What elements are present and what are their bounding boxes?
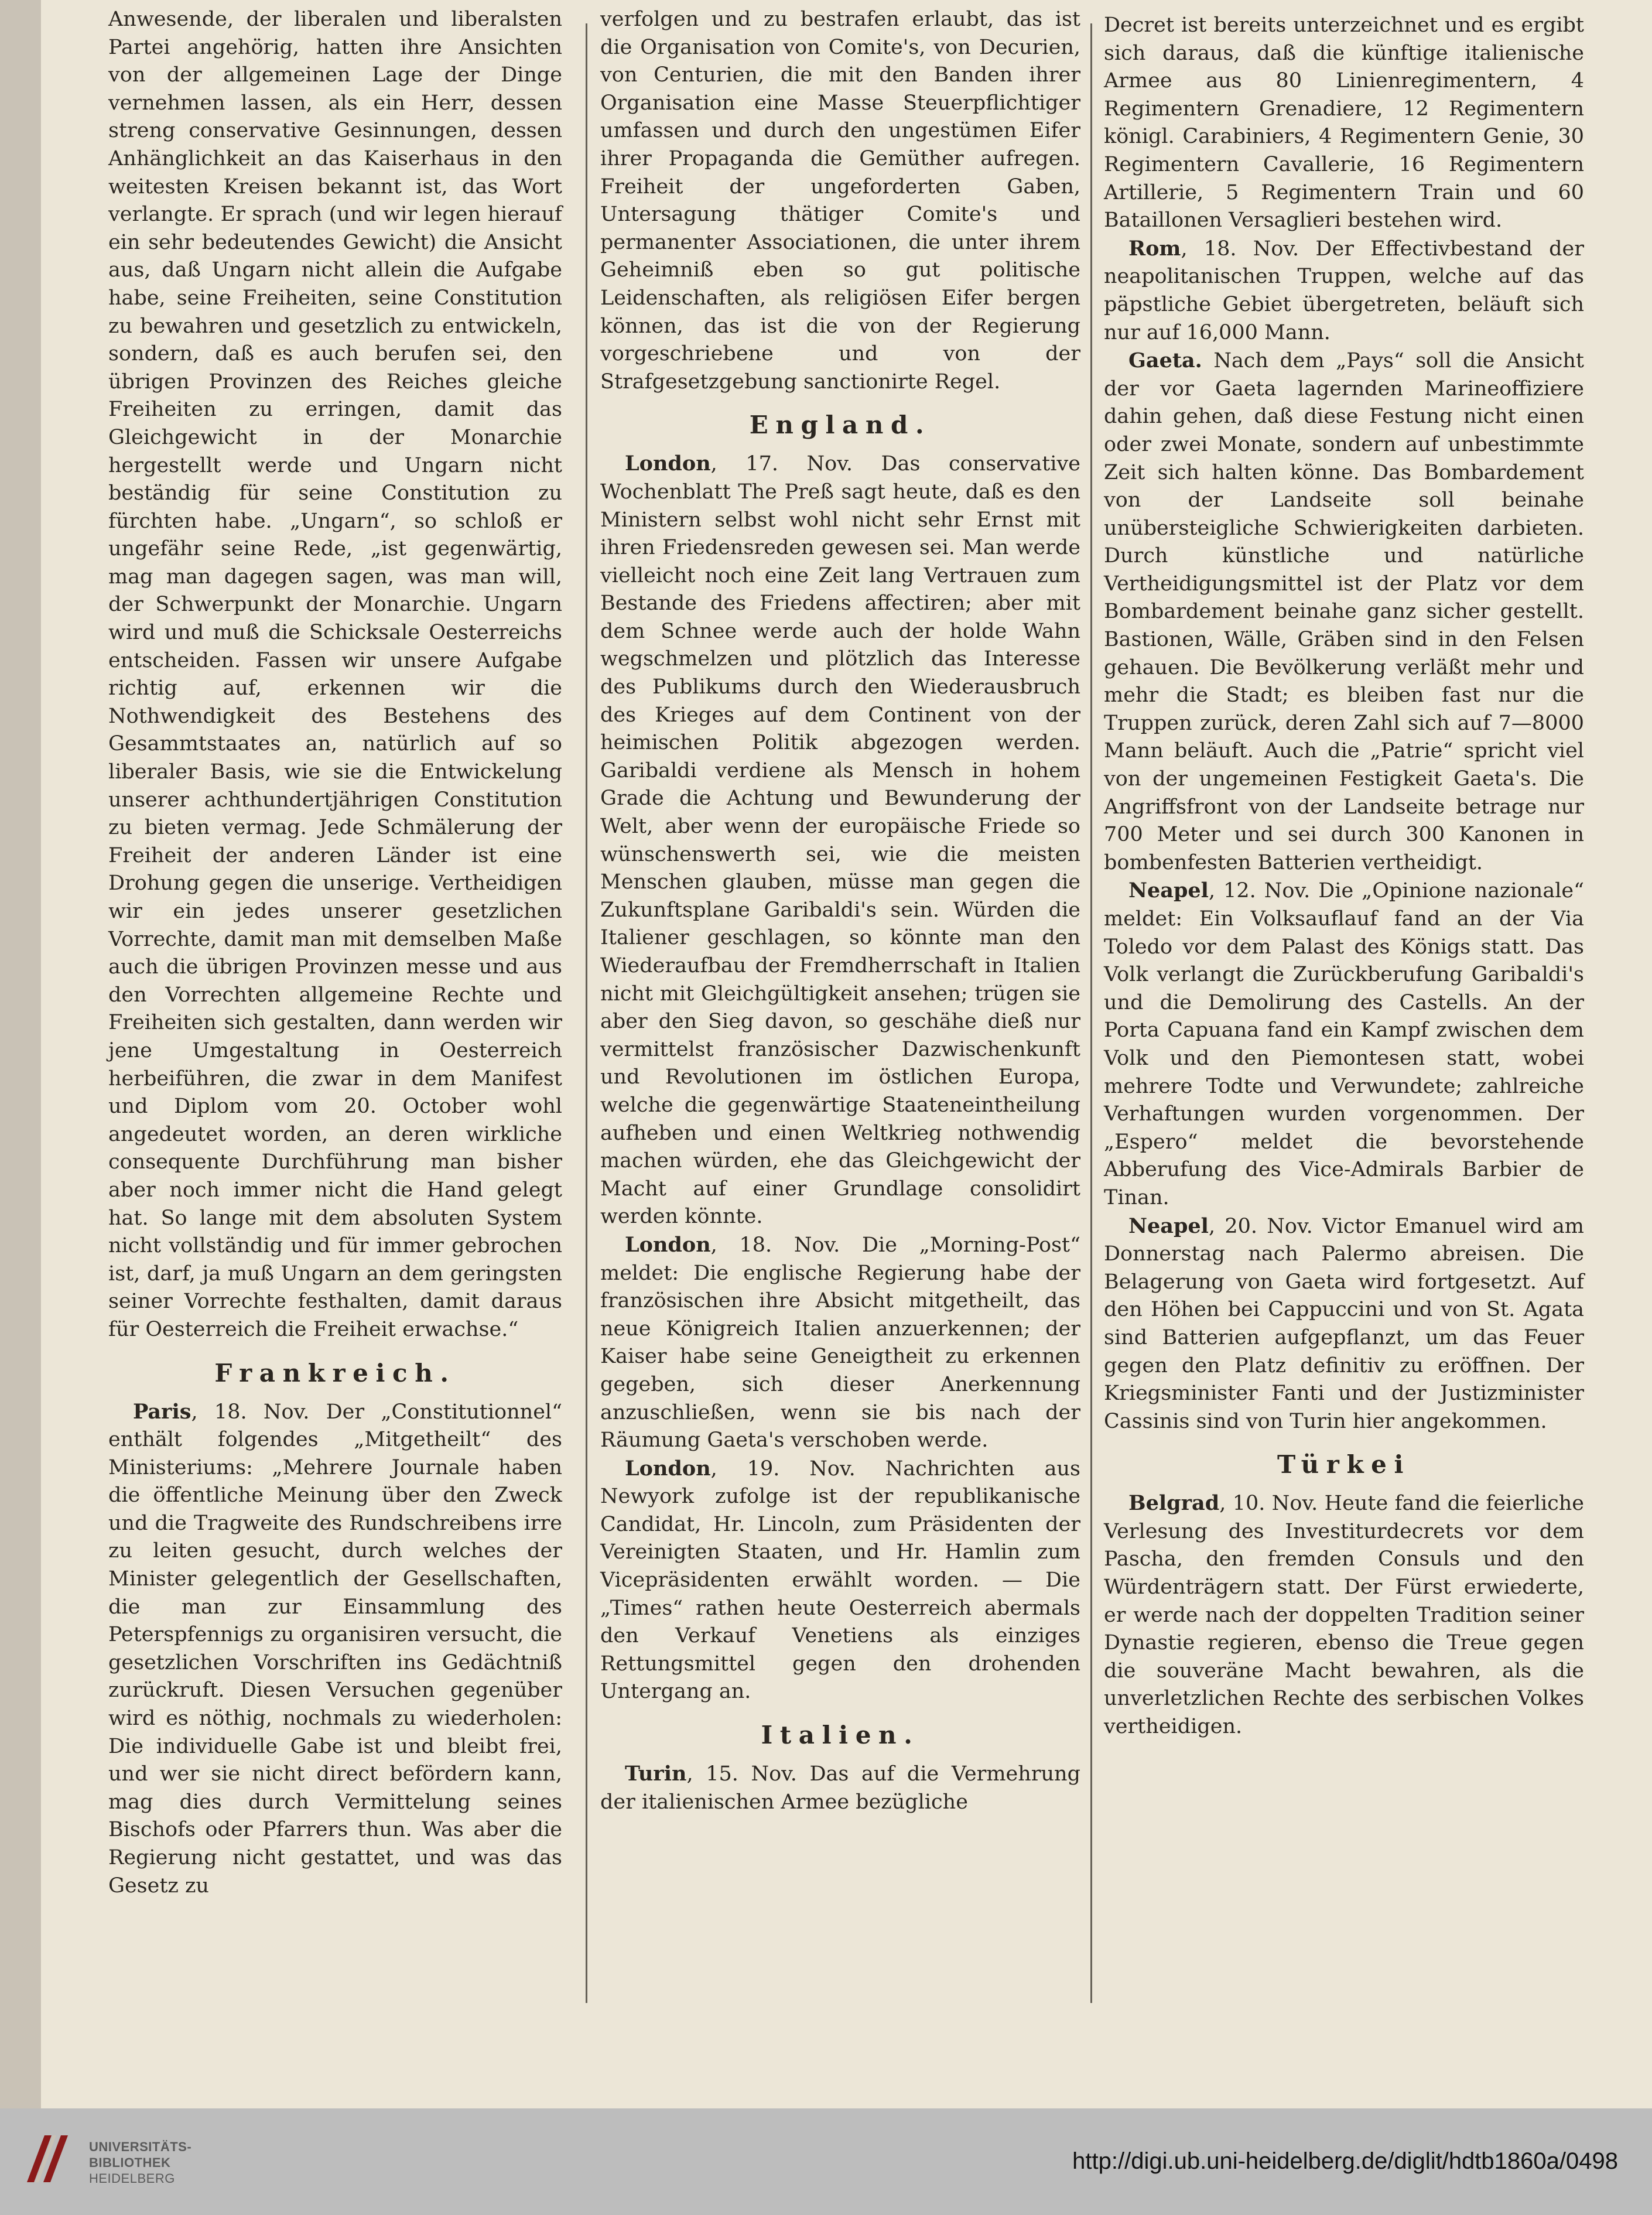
article-london-18 bbox=[600, 1231, 1080, 1455]
heading-england: England. bbox=[749, 411, 932, 440]
article-text: Nach dem „Pays“ soll die Ansicht der vor Gaeta lagernden Marineoffiziere dahin gehen, daß diese Festung nicht einen oder zwei Monate, sondern auf unbestimmte Zeit sich halten könne. Das Bombardement von der Landseite soll beinahe unübersteigliche Schwierigkeiten darbieten. Durch künstliche und natürliche Vertheidigungsmittel ist der Platz vor dem Bombardement beinahe ganz sicher gestellt. Bastionen, Wälle, Gräben sind in den Felsen gehauen. Die Bevölkerung verläßt mehr und mehr die Stadt; es bleiben fast nur die Truppen zurück, deren Zahl sich auf 7—8000 Mann beläuft. Auch die „Patrie“ spricht viel von der ungemeinen Festigkeit Gaeta's. Die Angriffsfront von der Landseite betrage nur 700 Meter und sei durch 300 Kanonen in bombenfesten Batterien vertheidigt. bbox=[1104, 349, 1584, 874]
dateline-place: Turin bbox=[625, 1762, 687, 1786]
article-text: , 18. Nov. Der „Constitutionnel“ enthält folgendes „Mitgetheilt“ des Ministeriums: „Mehrere Journale haben die öffentliche Meinung über den Zweck und die Tragweite des Rundschreibens irre zu leiten gesucht, durch welches der Minister gelegentlich der Gesellschaften, die man zur Einsammlung des Peterspfennigs zu organisiren versucht, die gesetzlichen Vorschriften ins Gedächtniß zurückruft. Diesen Versuchen gegenüber wird es nöthig, nochmals zu wiederholen: Die individuelle Gabe ist und bleibt frei, und wer sie nicht direct befördern kann, mag dies durch Vermittelung seines Bischofs oder Pfarrers thun. Was aber die Regierung nicht gestattet, und was das Gesetz zu bbox=[108, 1400, 562, 1898]
heading-frankreich: Frankreich. bbox=[214, 1358, 456, 1387]
article-london-17 bbox=[600, 450, 1080, 1231]
permalink-url[interactable]: http://digi.ub.uni-heidelberg.de/diglit/hdtb1860a/0498 bbox=[1072, 2148, 1618, 2174]
paragraph-hungary: Anwesende, der liberalen und liberalsten Partei angehörig, hatten ihre Ansichten von der allgemeinen Lage der Dinge vernehmen lassen, als ein Herr, dessen streng conservative Gesinnungen, dessen Anhänglichkeit an das Kaiserhaus in den weitesten Kreisen bekannt ist, das Wort verlangte. Er sprach (und wir legen hierauf ein sehr bedeutendes Gewicht) die Ansicht aus, daß Ungarn nicht allein die Aufgabe habe, seine Freiheiten, seine Constitution zu bewahren und gesetzlich zu entwickeln, sondern, daß es auch berufen sei, den übrigen Provinzen des Reiches gleiche Freiheiten zu erringen, damit das Gleichgewicht in der Monarchie hergestellt werde und Ungarn nicht beständig für seine Constitution zu fürchten habe. „Ungarn“, so schloß er ungefähr seine Rede, „ist gegenwärtig, mag man dagegen sagen, was man will, der Schwerpunkt der Monarchie. Ungarn wird und muß die Schicksale Oesterreichs entscheiden. Fassen wir unsere Aufgabe richtig auf, erkennen wir die Nothwendigkeit des Bestehens des Gesammtstaates an, natürlich auf so liberaler Basis, wie sie die Entwickelung unserer achthundertjährigen Constitution zu bieten vermag. Jede Schmälerung der Freiheit der anderen Länder ist eine Drohung gegen die unserige. Vertheidigen wir ein jedes unserer gesetzlichen Vorrechte, damit man mit demselben Maße auch die übrigen Provinzen messe und aus den Vorrechten allgemeine Rechte und Freiheiten sich gestalten, dann werden wir jene Umgestaltung in Oesterreich herbeiführen, die zwar in dem Manifest und Diplom vom 20. October wohl angedeutet worden, an deren wirkliche consequente Durchführung man bisher aber noch immer nicht die Hand gelegt hat. So lange mit dem absoluten System nicht vollständig und für immer gebrochen ist, darf, ja muß Ungarn an dem geringsten seiner Vorrechte festhalten, damit daraus für Oesterreich die Freiheit erwachse.“ bbox=[108, 8, 562, 1341]
article-text: , 19. Nov. Nachrichten aus Newyork zufolge ist der republikanische Candidat, Hr. Lincoln, zum Präsidenten der Vereinigten Staaten, und Hr. Hamlin zum Vicepräsidenten erwählt worden. — Die „Times“ rathen heute Oesterreich abermals den Verkauf Venetiens als einziges Rettungsmittel gegen den drohenden Untergang an. bbox=[600, 1457, 1080, 1704]
heading-tuerkei: Türkei bbox=[1277, 1450, 1411, 1479]
article-rom bbox=[1104, 235, 1584, 347]
library-name bbox=[89, 2139, 191, 2186]
column-1 bbox=[108, 6, 562, 1900]
column-divider bbox=[1090, 23, 1092, 2003]
dateline-place: London bbox=[625, 1232, 711, 1257]
heading-italien: Italien. bbox=[761, 1721, 920, 1750]
article-text: , 18. Nov. Der Effectivbestand der neapolitanischen Truppen, welche auf das päpstliche Gebiet übergetreten, beläuft sich nur auf 16,000 Mann. bbox=[1104, 237, 1584, 344]
column-2 bbox=[600, 6, 1080, 1816]
article-text: , 17. Nov. Das conservative Wochenblatt The Preß sagt heute, daß es den Ministern selbst wohl nicht sehr Ernst mit ihren Friedensreden gewesen sei. Man werde vielleicht noch eine Zeit lang Vertrauen zum Bestande des Friedens affectiren; aber mit dem Schnee werde auch der holde Wahn wegschmelzen und plötzlich das Interesse des Publikums durch den Wiederausbruch des Krieges auf dem Continent von der heimischen Politik abgezogen werden. Garibaldi verdiene als Mensch in hohem Grade die Achtung und Bewunderung der Welt, aber wenn der europäische Friede so wünschenswerth sei, wie die meisten Menschen glauben, müsse man gegen die Zukunftsplane Garibaldi's sein. Würden die Italiener geschlagen, so könnte man den Wiederaufbau der Fremdherrschaft in Italien nicht mit Gleichgültigkeit ansehen; trügen sie aber den Sieg davon, so geschähe dieß nur vermittelst französischer Dazwischenkunft und Revolutionen im östlichen Europa, welche die gegenwärtige Staateneintheilung aufheben und einen Weltkrieg nothwendig machen würden, ehe das Gleichgewicht der Macht auf einer Grundlage consolidirt werden könnte. bbox=[600, 452, 1080, 1229]
dateline-place: Neapel bbox=[1128, 879, 1209, 903]
article-text: , 18. Nov. Die „Morning-Post“ meldet: Die englische Regierung habe der französischen ihre Absicht mitgetheilt, das neue Königreich Italien anzuerkennen; der Kaiser habe seine Geneigtheit zu erkennen gegeben, sich dieser Anerkennung anzuschließen, wenn sie bis nach der Räumung Gaeta's verschoben werde. bbox=[600, 1233, 1080, 1452]
dateline-place: Rom bbox=[1128, 236, 1181, 261]
article-text: , 20. Nov. Victor Emanuel wird am Donnerstag nach Palermo abreisen. Die Belagerung von Gaeta wird fortgesetzt. Auf den Höhen bei Cappuccini und von St. Agata sind Batterien aufgepflanzt, um das Feuer gegen den Platz definitiv zu eröffnen. Der Kriegsminister Fanti und der Justizminister Cassinis sind von Turin hier angekommen. bbox=[1104, 1214, 1584, 1433]
library-name-line3: HEIDELBERG bbox=[89, 2171, 175, 2186]
viewer-footer bbox=[0, 2108, 1652, 2215]
dateline-place: London bbox=[625, 452, 711, 476]
dateline-place: Gaeta. bbox=[1128, 348, 1202, 373]
article-text: , 15. Nov. Das auf die Vermehrung der italienischen Armee bezügliche bbox=[600, 1762, 1080, 1814]
paragraph-italian-army: Decret ist bereits unterzeichnet und es ergibt sich daraus, daß die künftige italienische Armee aus 80 Linienregimentern, 4 Regimentern Grenadiere, 12 Regimentern königl. Carabiniers, 4 Regimentern Genie, 30 Regimentern Cavallerie, 16 Regimentern Artillerie, 5 Regimentern Train und 60 Bataillonen Versaglieri bestehen wird. bbox=[1104, 13, 1584, 233]
article-text: , 12. Nov. Die „Opinione nazionale“ meldet: Ein Volksauflauf fand an der Via Toledo vor dem Palast des Königs statt. Das Volk verlangt die Zurückberufung Garibaldi's und die Demolirung des Castells. An der Porta Capuana fand ein Kampf zwischen dem Volk und den Piemontesen statt, wobei mehrere Todte und Verwundete; zahlreiche Verhaftungen wurden vorgenommen. Der „Espero“ meldet die bevorstehende Abberufung des Vice-Admirals Barbier de Tinan. bbox=[1104, 879, 1584, 1209]
heidelberg-library-logo-icon[interactable] bbox=[21, 2129, 74, 2188]
column-3 bbox=[1104, 12, 1584, 1741]
article-belgrad bbox=[1104, 1489, 1584, 1741]
library-name-line2: BIBLIOTHEK bbox=[89, 2155, 171, 2170]
library-name-line1: UNIVERSITÄTS- bbox=[89, 2139, 192, 2154]
dateline-place: Belgrad bbox=[1128, 1491, 1220, 1516]
dateline-place: London bbox=[625, 1456, 711, 1481]
dateline-place: Neapel bbox=[1128, 1214, 1209, 1238]
column-divider bbox=[586, 23, 587, 2003]
article-text: , 10. Nov. Heute fand die feierliche Verlesung des Investiturdecrets vor dem Pascha, den fremden Consuls und den Würdenträgern statt. Der Fürst erwiederte, er werde nach der doppelten Tradition seiner Dynastie regieren, ebenso die Treue gegen die souveräne Macht bewahren, als die unverletzlichen Rechte des serbischen Volkes vertheidigen. bbox=[1104, 1492, 1584, 1739]
article-turin bbox=[600, 1760, 1080, 1816]
article-neapel-20 bbox=[1104, 1212, 1584, 1436]
article-neapel-12 bbox=[1104, 877, 1584, 1212]
article-paris bbox=[108, 1398, 562, 1900]
dateline-place: Paris bbox=[133, 1399, 191, 1424]
article-london-19 bbox=[600, 1455, 1080, 1706]
article-gaeta bbox=[1104, 347, 1584, 877]
paragraph-france-continued: verfolgen und zu bestrafen erlaubt, das ist die Organisation von Comite's, von Decurien, von Centurien, die mit den Banden ihrer Organisation eine Masse Steuerpflichtiger umfassen und durch den ungestümen Eifer ihrer Propaganda die Gemüther aufregen. Freiheit der ungeforderten Gaben, Untersagung thätiger Comite's und permanenter Associationen, die unter ihrem Geheimniß eben so gut politische Leidenschaften, als religiösen Eifer bergen können, das ist die von der Regierung vorgeschriebene und von der Strafgesetzgebung sanctionirte Regel. bbox=[600, 8, 1080, 394]
